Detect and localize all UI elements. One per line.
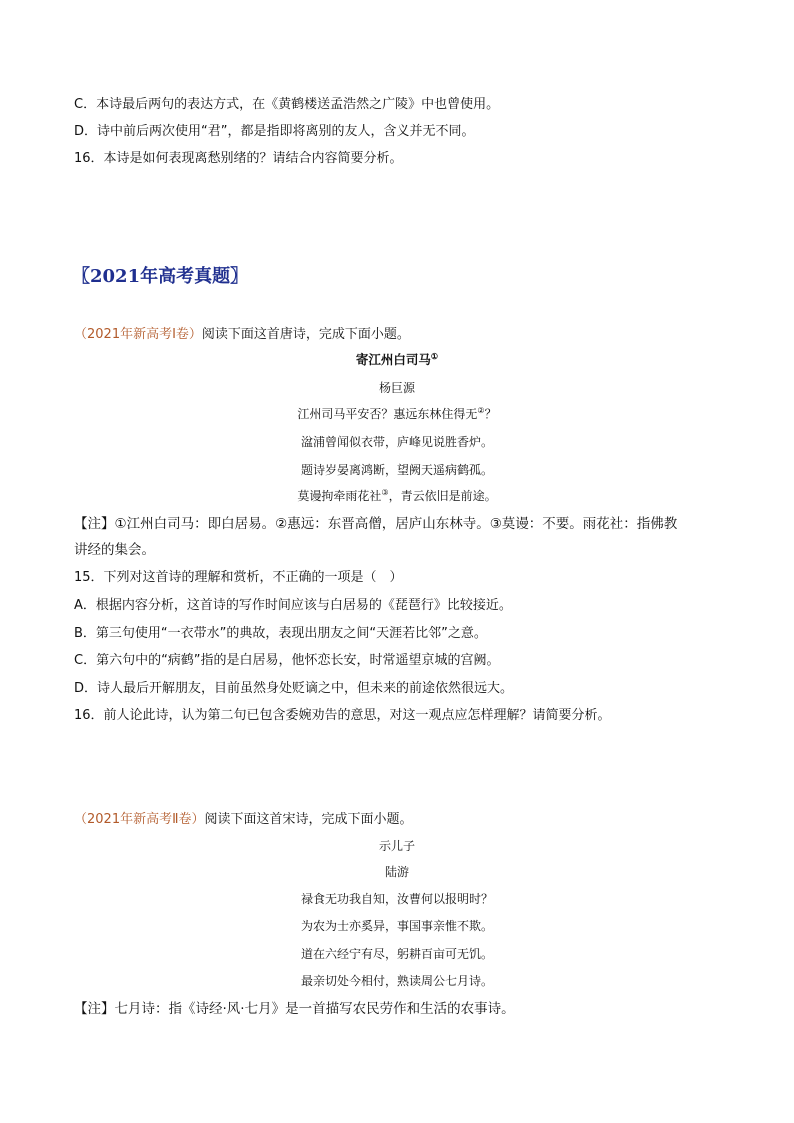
exam1-option-b: B．第三句使用“一衣带水”的典故，表现出朋友之间“天涯若比邻”之意。 — [74, 626, 487, 641]
exam1-note-line-1: 【注】①江州白司马：即白居易。②惠远：东晋高僧，居庐山东林寺。③莫谩：不要。雨花社：指佛教 — [74, 516, 678, 532]
exam1-poem-line-4-text: 莫谩拘牵雨花社 — [297, 489, 382, 503]
exam1-note-line-2: 讲经的集会。 — [74, 542, 155, 558]
exam2-poem-author: 陆游 — [384, 865, 409, 879]
exam1-intro-line — [74, 326, 410, 344]
exam1-source: （2021年新高考Ⅰ卷） — [74, 327, 202, 342]
exam1-line1-end: ？ — [484, 407, 497, 421]
exam1-line4-mark: ③ — [381, 488, 389, 497]
exam2-poem-line-2: 为农为士亦奚异，事国事亲惟不欺。 — [300, 919, 493, 933]
exam1-poem-author: 杨巨源 — [378, 381, 415, 395]
option-c-text: C．本诗最后两句的表达方式，在《黄鹤楼送孟浩然之广陵》中也曾使用。 — [74, 97, 500, 112]
question-16-text: 16．本诗是如何表现离愁别绪的？请结合内容简要分析。 — [74, 151, 403, 166]
exam1-poem-line-1 — [0, 406, 794, 422]
exam2-source: （2021年新高考Ⅱ卷） — [74, 812, 205, 827]
exam1-option-d: D．诗人最后开解朋友，目前虽然身处贬谪之中，但未来的前途依然很远大。 — [74, 681, 514, 696]
exam2-note: 【注】七月诗：指《诗经·风·七月》是一首描写农民劳作和生活的农事诗。 — [74, 1001, 515, 1017]
exam1-question-16: 16．前人论此诗，认为第二句已包含委婉劝告的意思，对这一观点应怎样理解？请简要分析。 — [74, 708, 611, 723]
exam1-line1-mark: ② — [477, 406, 485, 415]
exam1-option-c: C．第六句中的“病鹤”指的是白居易，他怀恋长安，时常遥望京城的宫阙。 — [74, 653, 500, 668]
option-d-text: D．诗中前后两次使用“君”，都是指即将离别的友人，含义并无不同。 — [74, 124, 475, 139]
exam1-poem-title-line — [0, 352, 794, 368]
exam2-poem-line-3: 道在六经宁有尽，躬耕百亩可无饥。 — [300, 947, 493, 961]
section-heading: 〖2021年高考真题〗 — [72, 266, 249, 287]
exam1-poem-line-1-text: 江州司马平安否？惠远东林住得无 — [297, 407, 478, 421]
exam2-intro-line — [74, 811, 413, 829]
exam1-poem-title-mark: ① — [430, 350, 439, 361]
exam1-intro: 阅读下面这首唐诗，完成下面小题。 — [201, 327, 410, 342]
exam1-poem-line-3: 题诗岁晏离鸿断，望阙天遥病鹤孤。 — [300, 463, 493, 477]
exam2-poem-line-1: 禄食无功我自知，汝曹何以报明时？ — [300, 892, 493, 906]
exam1-line4-end: ，青云依旧是前途。 — [388, 489, 497, 503]
exam1-poem-line-2: 湓浦曾闻似衣带，庐峰见说胜香炉。 — [300, 435, 493, 449]
exam2-intro: 阅读下面这首宋诗，完成下面小题。 — [204, 812, 413, 827]
exam2-poem-title: 示儿子 — [378, 839, 415, 853]
exam1-poem-title: 寄江州白司马 — [355, 352, 431, 367]
exam1-option-a: A．根据内容分析，这首诗的写作时间应该与白居易的《琵琶行》比较接近。 — [74, 598, 512, 613]
exam2-poem-line-4: 最亲切处今相付，熟读周公七月诗。 — [300, 974, 493, 988]
exam1-poem-line-4 — [0, 488, 794, 504]
exam1-question-15: 15．下列对这首诗的理解和赏析，不正确的一项是（ ） — [74, 570, 403, 585]
